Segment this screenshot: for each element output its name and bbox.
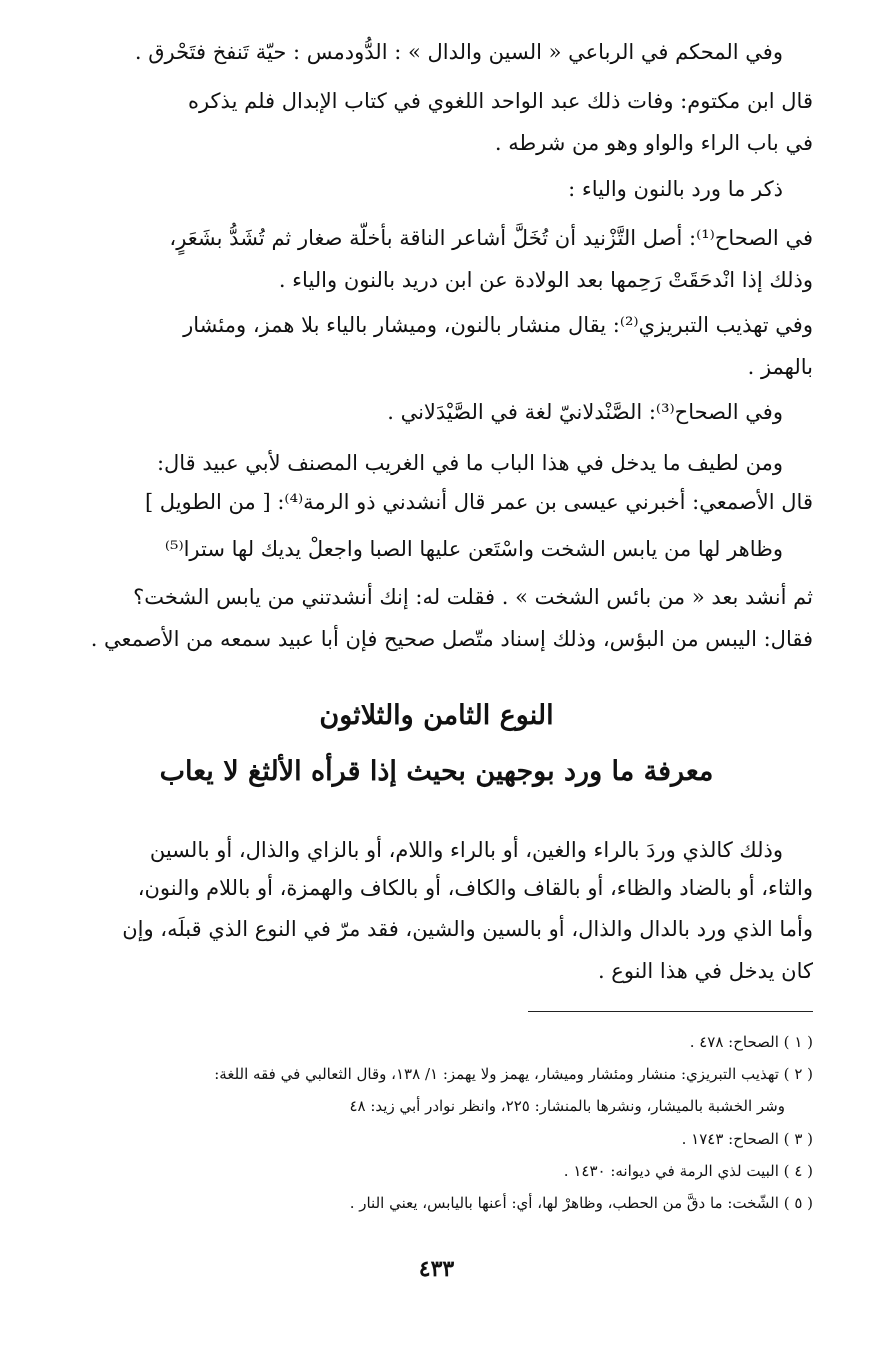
text-line: قال الأصمعي: أخبرني عيسى بن عمر قال أنشدني ذو الرمة⁽⁴⁾: [ من الطويل ] xyxy=(144,490,813,514)
text-line: قال ابن مكتوم: وفات ذلك عبد الواحد اللغوي في كتاب الإبدال فلم يذكره xyxy=(187,89,813,113)
section-heading: النوع الثامن والثلاثون xyxy=(319,700,554,731)
text-line: كان يدخل في هذا النوع . xyxy=(597,959,813,983)
text-line: والثاء، أو بالضاد والظاء، أو بالقاف والكاف، أو بالكاف والهمزة، أو باللام والنون، xyxy=(137,876,813,900)
footnote: ( ٢ ) تهذيب التبريزي: منشار ومئشار وميشار، يهمز ولا يهمز: ١/ ١٣٨، وقال الثعالبي في فقه اللغة: xyxy=(214,1065,813,1083)
footnote: ( ١ ) الصحاح: ٤٧٨ . xyxy=(689,1033,813,1051)
text-line: فقال: اليبس من البؤس، وذلك إسناد متّصل صحيح فإن أبا عبيد سمعه من الأصمعي . xyxy=(90,627,813,651)
text-line: وفي المحكم في الرباعي « السين والدال » : الدُّودمس : حيّة تَنفخ فتَحْرق . xyxy=(134,40,783,64)
footnote-separator xyxy=(528,1011,813,1012)
text-line: وأما الذي ورد بالدال والذال، أو بالسين والشين، فقد مرّ في النوع الذي قبلَه، وإن xyxy=(122,917,813,941)
text-line: بالهمز . xyxy=(747,355,813,379)
text-line: وفي الصحاح⁽³⁾: الصَّنْدلانيّ لغة في الصَّيْدَلاني . xyxy=(387,400,783,424)
footnote: ( ٥ ) الشّخت: ما دقَّ من الحطب، وظاهرْ لها، أي: أعنها باليابس، يعني النار . xyxy=(349,1194,813,1212)
text-line: وفي تهذيب التبريزي⁽²⁾: يقال منشار بالنون، وميشار بالياء بلا همز، ومئشار xyxy=(183,313,813,337)
text-line: وذلك إذا انْدحَقَتْ رَحِمها بعد الولادة عن ابن دريد بالنون والياء . xyxy=(278,268,813,292)
text-line: ذكر ما ورد بالنون والياء : xyxy=(568,177,783,201)
text-line: في الصحاح⁽¹⁾: أصل التَّزْنيد أن تُخَلَّ أشاعر الناقة بأخلّة صغار ثم تُشَدُّ بشَعَرٍ، xyxy=(169,226,813,250)
text-line: وذلك كالذي وردَ بالراء والغين، أو بالراء واللام، أو بالزاي والذال، أو بالسين xyxy=(149,838,783,862)
page-number: ٤٣٣ xyxy=(418,1256,455,1282)
text-line: ثم أنشد بعد « من بائس الشخت » . فقلت له: إنك أنشدتني من يابس الشخت؟ xyxy=(133,585,813,609)
footnote: ( ٤ ) البيت لذي الرمة في ديوانه: ١٤٣٠ . xyxy=(563,1162,813,1180)
section-subheading: معرفة ما ورد بوجهين بحيث إذا قرأه الألثغ لا يعاب xyxy=(159,756,714,787)
poem-verse: وظاهر لها من يابس الشخت واسْتَعن عليها الصبا واجعلْ يديك لها سترا⁽⁵⁾ xyxy=(164,537,783,561)
footnote-continuation: وشر الخشبة بالميشار، ونشرها بالمنشار: ٢٢٥، وانظر نوادر أبي زيد: ٤٨ xyxy=(349,1097,785,1115)
text-line: في باب الراء والواو وهو من شرطه . xyxy=(494,131,813,155)
text-line: ومن لطيف ما يدخل في هذا الباب ما في الغريب المصنف لأبي عبيد قال: xyxy=(156,451,783,475)
footnote: ( ٣ ) الصحاح: ١٧٤٣ . xyxy=(681,1130,813,1148)
